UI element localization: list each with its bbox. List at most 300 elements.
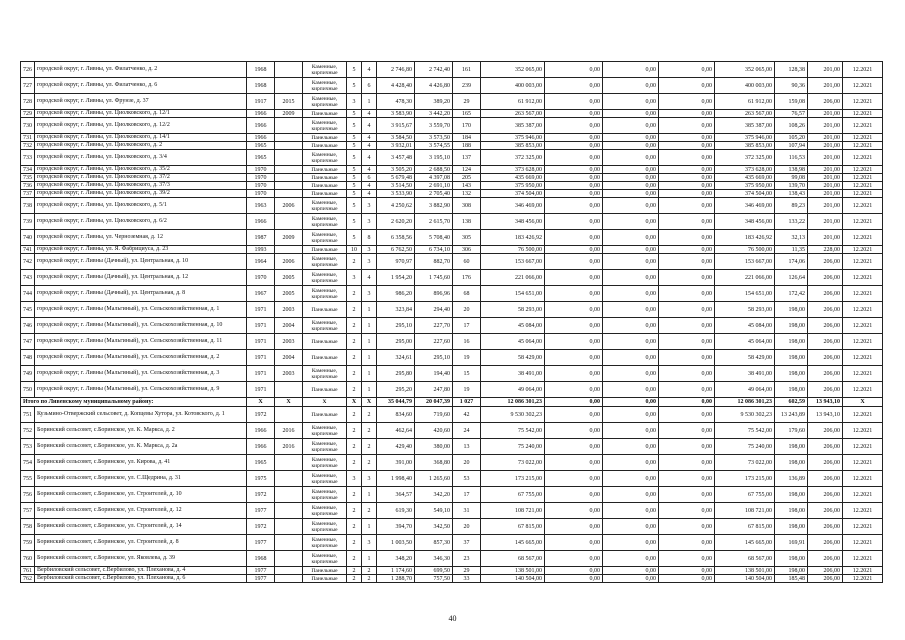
year-repair-cell: 2003	[275, 334, 303, 350]
local-budget-cost-cell: 0,00	[659, 398, 715, 407]
unit-cost-cell: 198,00	[775, 350, 808, 366]
total-area-cell: 1 288,70	[377, 575, 415, 583]
year-built-cell: 1968	[247, 551, 275, 567]
local-budget-cost-cell: 0,00	[659, 166, 715, 174]
total-label-cell: Итого по Ливенскому муниципальному району:	[21, 398, 247, 407]
fund-cost-cell: 0,00	[545, 230, 603, 246]
max-unit-cost-cell: 201,00	[808, 118, 843, 134]
budget-cost-cell: 0,00	[603, 334, 659, 350]
local-budget-cost-cell: 0,00	[659, 455, 715, 471]
wall-material-cell: Каменные, кирпичные	[303, 94, 347, 110]
wall-material-cell: Каменные, кирпичные	[303, 62, 347, 78]
local-budget-cost-cell: 0,00	[659, 439, 715, 455]
residents-cell: 37	[453, 535, 481, 551]
fund-cost-cell: 0,00	[545, 407, 603, 423]
total-area-cell: 1 174,60	[377, 567, 415, 575]
max-unit-cost-cell: 206,00	[808, 382, 843, 398]
living-area-cell: 295,10	[415, 350, 453, 366]
row-number-cell: 733	[21, 150, 35, 166]
year-repair-cell	[275, 62, 303, 78]
row-number-cell: 743	[21, 270, 35, 286]
unit-cost-cell: 126,64	[775, 270, 808, 286]
row-number-cell: 762	[21, 575, 35, 583]
living-area-cell: 857,30	[415, 535, 453, 551]
total-cost-cell: 374 504,00	[481, 190, 545, 198]
local-budget-cost-cell: 0,00	[659, 78, 715, 94]
living-area-cell: 342,50	[415, 519, 453, 535]
row-number-cell: 748	[21, 350, 35, 366]
unit-cost-cell: 139,70	[775, 182, 808, 190]
fund-cost-cell: 0,00	[545, 567, 603, 575]
floors-cell: 2	[347, 439, 362, 455]
page-number: 40	[448, 614, 457, 623]
wall-material-cell: X	[303, 398, 347, 407]
unit-cost-cell: 198,00	[775, 551, 808, 567]
total-area-cell: 3 514,50	[377, 182, 415, 190]
unit-cost-cell: 108,26	[775, 118, 808, 134]
table-row	[21, 471, 883, 487]
total-area-cell: 323,84	[377, 302, 415, 318]
planned-date-cell: 12.2021	[843, 182, 883, 190]
table-row	[21, 166, 883, 174]
living-area-cell: 420,60	[415, 423, 453, 439]
living-area-cell: 1 745,60	[415, 270, 453, 286]
total-cost-cell: 58 429,00	[481, 350, 545, 366]
floors-cell: 2	[347, 366, 362, 382]
wall-material-cell: Панельные	[303, 142, 347, 150]
address-cell: городской округ, г. Ливны (Мальгиный), ул. Сельскохозяйственная, д. 2	[35, 350, 247, 366]
owners-cost-cell: 9 530 302,23	[715, 407, 775, 423]
table-row	[21, 302, 883, 318]
table-row	[21, 78, 883, 94]
residents-cell: 13	[453, 439, 481, 455]
floors-cell: 2	[347, 575, 362, 583]
planned-date-cell: 12.2021	[843, 382, 883, 398]
address-cell: городской округ, г. Ливны (Мальгиный), ул. Сельскохозяйственная, д. 1	[35, 302, 247, 318]
address-cell: Боринский сельсовет, с.Боринское, ул. К. Маркса, д. 2а	[35, 439, 247, 455]
row-number-cell: 744	[21, 286, 35, 302]
entrances-cell: 4	[362, 62, 377, 78]
max-unit-cost-cell: 201,00	[808, 182, 843, 190]
max-unit-cost-cell: 201,00	[808, 230, 843, 246]
year-built-cell: 1977	[247, 535, 275, 551]
floors-cell: 2	[347, 318, 362, 334]
unit-cost-cell: 32,13	[775, 230, 808, 246]
living-area-cell: 2 742,40	[415, 62, 453, 78]
row-number-cell: 729	[21, 110, 35, 118]
year-built-cell: 1971	[247, 350, 275, 366]
fund-cost-cell: 0,00	[545, 182, 603, 190]
budget-cost-cell: 0,00	[603, 94, 659, 110]
total-cost-cell: 263 567,00	[481, 110, 545, 118]
budget-cost-cell: 0,00	[603, 575, 659, 583]
living-area-cell: 5 708,40	[415, 230, 453, 246]
year-built-cell: 1971	[247, 382, 275, 398]
local-budget-cost-cell: 0,00	[659, 551, 715, 567]
budget-cost-cell: 0,00	[603, 519, 659, 535]
table-row	[21, 567, 883, 575]
entrances-cell: 1	[362, 382, 377, 398]
fund-cost-cell: 0,00	[545, 62, 603, 78]
year-built-cell: 1967	[247, 286, 275, 302]
planned-date-cell: 12.2021	[843, 318, 883, 334]
year-built-cell: 1970	[247, 166, 275, 174]
total-cost-cell: 140 504,00	[481, 575, 545, 583]
year-repair-cell: 2004	[275, 318, 303, 334]
year-repair-cell: 2015	[275, 94, 303, 110]
table-body	[21, 62, 883, 583]
row-number-cell: 752	[21, 423, 35, 439]
residents-cell: 20	[453, 302, 481, 318]
floors-cell: X	[347, 398, 362, 407]
address-cell: городской округ, г. Ливны (Мальгиный), ул. Сельскохозяйственная, д. 9	[35, 382, 247, 398]
total-cost-cell: 49 064,00	[481, 382, 545, 398]
table-row	[21, 270, 883, 286]
unit-cost-cell: 169,91	[775, 535, 808, 551]
floors-cell: 2	[347, 567, 362, 575]
total-area-cell: 1 003,50	[377, 535, 415, 551]
address-cell: Боринский сельсовет, с.Боринское, ул. Кирова, д. 41	[35, 455, 247, 471]
table-row	[21, 503, 883, 519]
entrances-cell: 3	[362, 198, 377, 214]
local-budget-cost-cell: 0,00	[659, 230, 715, 246]
total-area-cell: 4 428,40	[377, 78, 415, 94]
unit-cost-cell: 76,57	[775, 110, 808, 118]
wall-material-cell: Каменные, кирпичные	[303, 439, 347, 455]
residents-cell: 20	[453, 519, 481, 535]
address-cell: городской округ, г. Ливны, ул. Филатченко, д. 6	[35, 78, 247, 94]
table-row	[21, 439, 883, 455]
row-number-cell: 728	[21, 94, 35, 110]
year-built-cell: 1971	[247, 366, 275, 382]
planned-date-cell: 12.2021	[843, 110, 883, 118]
table-row	[21, 318, 883, 334]
address-cell: городской округ, г. Ливны, ул. Я. Фабрициуса, д. 23	[35, 246, 247, 254]
total-cost-cell: 9 530 302,23	[481, 407, 545, 423]
wall-material-cell: Панельные	[303, 350, 347, 366]
address-cell: городской округ, г. Ливны, ул. Циолковского, д. 12/2	[35, 118, 247, 134]
residents-cell: 29	[453, 94, 481, 110]
total-cost-cell: 183 426,92	[481, 230, 545, 246]
budget-cost-cell: 0,00	[603, 134, 659, 142]
address-cell: городской округ, г. Ливны, ул. Циолковского, д. 37/3	[35, 182, 247, 190]
address-cell: городской округ, г. Ливны (Дачный), ул. Центральная, д. 10	[35, 254, 247, 270]
entrances-cell: 1	[362, 334, 377, 350]
wall-material-cell: Панельные	[303, 567, 347, 575]
budget-cost-cell: 0,00	[603, 190, 659, 198]
unit-cost-cell: 128,38	[775, 62, 808, 78]
budget-cost-cell: 0,00	[603, 110, 659, 118]
planned-date-cell: 12.2021	[843, 455, 883, 471]
year-repair-cell	[275, 150, 303, 166]
floors-cell: 2	[347, 487, 362, 503]
wall-material-cell: Каменные, кирпичные	[303, 198, 347, 214]
year-built-cell: 1972	[247, 487, 275, 503]
owners-cost-cell: 153 667,00	[715, 254, 775, 270]
wall-material-cell: Каменные, кирпичные	[303, 150, 347, 166]
total-cost-cell: 154 651,00	[481, 286, 545, 302]
residents-cell: 20	[453, 455, 481, 471]
owners-cost-cell: 45 064,00	[715, 334, 775, 350]
owners-cost-cell: 75 542,00	[715, 423, 775, 439]
entrances-cell: 2	[362, 575, 377, 583]
floors-cell: 3	[347, 270, 362, 286]
floors-cell: 5	[347, 118, 362, 134]
row-number-cell: 747	[21, 334, 35, 350]
planned-date-cell: 12.2021	[843, 190, 883, 198]
max-unit-cost-cell: 206,00	[808, 334, 843, 350]
total-cost-cell: 385 853,00	[481, 142, 545, 150]
local-budget-cost-cell: 0,00	[659, 118, 715, 134]
total-area-cell: 429,40	[377, 439, 415, 455]
wall-material-cell: Каменные, кирпичные	[303, 455, 347, 471]
row-number-cell: 746	[21, 318, 35, 334]
residents-cell: 42	[453, 407, 481, 423]
budget-cost-cell: 0,00	[603, 254, 659, 270]
residents-cell: 1 027	[453, 398, 481, 407]
unit-cost-cell: 198,00	[775, 519, 808, 535]
table-row	[21, 94, 883, 110]
residents-cell: 205	[453, 174, 481, 182]
table-row	[21, 198, 883, 214]
table-row	[21, 110, 883, 118]
row-number-cell: 756	[21, 487, 35, 503]
owners-cost-cell: 49 064,00	[715, 382, 775, 398]
local-budget-cost-cell: 0,00	[659, 302, 715, 318]
year-repair-cell: 2004	[275, 350, 303, 366]
wall-material-cell: Каменные, кирпичные	[303, 214, 347, 230]
total-cost-cell: 45 084,00	[481, 318, 545, 334]
unit-cost-cell: 179,60	[775, 423, 808, 439]
local-budget-cost-cell: 0,00	[659, 174, 715, 182]
floors-cell: 5	[347, 62, 362, 78]
wall-material-cell: Панельные	[303, 575, 347, 583]
fund-cost-cell: 0,00	[545, 254, 603, 270]
year-built-cell: 1987	[247, 230, 275, 246]
year-repair-cell	[275, 503, 303, 519]
entrances-cell: 4	[362, 270, 377, 286]
total-area-cell: 986,20	[377, 286, 415, 302]
fund-cost-cell: 0,00	[545, 318, 603, 334]
local-budget-cost-cell: 0,00	[659, 254, 715, 270]
table-row	[21, 366, 883, 382]
residents-cell: 31	[453, 503, 481, 519]
year-built-cell: X	[247, 398, 275, 407]
wall-material-cell: Каменные, кирпичные	[303, 471, 347, 487]
entrances-cell: 3	[362, 254, 377, 270]
residents-cell: 308	[453, 198, 481, 214]
living-area-cell: 3 574,55	[415, 142, 453, 150]
total-cost-cell: 145 665,00	[481, 535, 545, 551]
unit-cost-cell: 185,48	[775, 575, 808, 583]
total-area-cell: 348,20	[377, 551, 415, 567]
residents-cell: 60	[453, 254, 481, 270]
max-unit-cost-cell: 201,00	[808, 78, 843, 94]
entrances-cell: 4	[362, 142, 377, 150]
year-built-cell: 1963	[247, 198, 275, 214]
budget-cost-cell: 0,00	[603, 551, 659, 567]
year-repair-cell	[275, 455, 303, 471]
table-row	[21, 423, 883, 439]
entrances-cell: 4	[362, 134, 377, 142]
total-area-cell: 478,30	[377, 94, 415, 110]
total-area-cell: 970,97	[377, 254, 415, 270]
entrances-cell: 4	[362, 110, 377, 118]
max-unit-cost-cell: 206,00	[808, 254, 843, 270]
total-cost-cell: 385 387,00	[481, 118, 545, 134]
floors-cell: 5	[347, 134, 362, 142]
planned-date-cell: 12.2021	[843, 286, 883, 302]
residents-cell: 16	[453, 334, 481, 350]
address-cell: городской округ, г. Ливны, ул. Циолковского, д. 39/2	[35, 190, 247, 198]
max-unit-cost-cell: 206,00	[808, 519, 843, 535]
year-repair-cell	[275, 142, 303, 150]
year-built-cell: 1977	[247, 575, 275, 583]
owners-cost-cell: 73 022,00	[715, 455, 775, 471]
budget-cost-cell: 0,00	[603, 214, 659, 230]
planned-date-cell: 12.2021	[843, 535, 883, 551]
floors-cell: 2	[347, 503, 362, 519]
entrances-cell: 1	[362, 551, 377, 567]
address-cell: Вербиловский сельсовет, с.Вербилово, ул. Плеханова, д. 4	[35, 567, 247, 575]
max-unit-cost-cell: 206,00	[808, 575, 843, 583]
entrances-cell: 8	[362, 230, 377, 246]
entrances-cell: 4	[362, 150, 377, 166]
living-area-cell: 699,50	[415, 567, 453, 575]
total-area-cell: 1 998,40	[377, 471, 415, 487]
floors-cell: 5	[347, 142, 362, 150]
owners-cost-cell: 221 066,00	[715, 270, 775, 286]
total-cost-cell: 375 946,00	[481, 134, 545, 142]
residents-cell: 176	[453, 270, 481, 286]
fund-cost-cell: 0,00	[545, 575, 603, 583]
local-budget-cost-cell: 0,00	[659, 110, 715, 118]
unit-cost-cell: 198,00	[775, 302, 808, 318]
floors-cell: 2	[347, 302, 362, 318]
year-built-cell: 1972	[247, 519, 275, 535]
entrances-cell: 4	[362, 166, 377, 174]
address-cell: городской округ, г. Ливны (Дачный), ул. Центральная, д. 12	[35, 270, 247, 286]
entrances-cell: 6	[362, 78, 377, 94]
year-built-cell: 1917	[247, 94, 275, 110]
total-area-cell: 394,70	[377, 519, 415, 535]
year-repair-cell	[275, 182, 303, 190]
local-budget-cost-cell: 0,00	[659, 382, 715, 398]
floors-cell: 5	[347, 174, 362, 182]
row-number-cell: 731	[21, 134, 35, 142]
wall-material-cell: Каменные, кирпичные	[303, 270, 347, 286]
residents-cell: 305	[453, 230, 481, 246]
total-area-cell: 3 584,50	[377, 134, 415, 142]
unit-cost-cell: 136,89	[775, 471, 808, 487]
owners-cost-cell: 75 240,00	[715, 439, 775, 455]
owners-cost-cell: 375 946,00	[715, 134, 775, 142]
address-cell: городской округ, г. Ливны, ул. Циолковского, д. 3/4	[35, 150, 247, 166]
fund-cost-cell: 0,00	[545, 471, 603, 487]
unit-cost-cell: 602,59	[775, 398, 808, 407]
living-area-cell: 342,20	[415, 487, 453, 503]
total-area-cell: 834,60	[377, 407, 415, 423]
address-cell: городской округ, г. Ливны (Дачный), ул. Центральная, д. 8	[35, 286, 247, 302]
floors-cell: 2	[347, 286, 362, 302]
total-cost-cell: 372 325,00	[481, 150, 545, 166]
address-cell: городской округ, г. Ливны, ул. Циолковского, д. 2	[35, 142, 247, 150]
fund-cost-cell: 0,00	[545, 198, 603, 214]
entrances-cell: 4	[362, 190, 377, 198]
owners-cost-cell: 372 325,00	[715, 150, 775, 166]
total-area-cell: 295,20	[377, 382, 415, 398]
entrances-cell: 2	[362, 567, 377, 575]
year-built-cell: 1971	[247, 334, 275, 350]
max-unit-cost-cell: 206,00	[808, 94, 843, 110]
fund-cost-cell: 0,00	[545, 519, 603, 535]
local-budget-cost-cell: 0,00	[659, 286, 715, 302]
total-area-cell: 2 746,80	[377, 62, 415, 78]
year-built-cell: 1966	[247, 118, 275, 134]
living-area-cell: 20 047,39	[415, 398, 453, 407]
year-repair-cell	[275, 118, 303, 134]
planned-date-cell: 12.2021	[843, 198, 883, 214]
max-unit-cost-cell: 206,00	[808, 567, 843, 575]
total-cost-cell: 435 669,00	[481, 174, 545, 182]
planned-date-cell: 12.2021	[843, 174, 883, 182]
wall-material-cell: Панельные	[303, 134, 347, 142]
max-unit-cost-cell: 206,00	[808, 535, 843, 551]
unit-cost-cell: 174,06	[775, 254, 808, 270]
residents-cell: 306	[453, 246, 481, 254]
address-cell: городской округ, г. Ливны, ул. Циолковского, д. 37/2	[35, 174, 247, 182]
year-built-cell: 1964	[247, 254, 275, 270]
year-repair-cell: 2005	[275, 270, 303, 286]
planned-date-cell: 12.2021	[843, 246, 883, 254]
year-repair-cell	[275, 407, 303, 423]
address-cell: городской округ, г. Ливны (Мальгиный), ул. Сельскохозяйственная, д. 10	[35, 318, 247, 334]
total-area-cell: 364,57	[377, 487, 415, 503]
living-area-cell: 346,30	[415, 551, 453, 567]
address-cell: городской округ, г. Ливны (Мальгиный), ул. Сельскохозяйственная, д. 3	[35, 366, 247, 382]
owners-cost-cell: 61 912,00	[715, 94, 775, 110]
planned-date-cell: 12.2021	[843, 575, 883, 583]
address-cell: городской округ, г. Ливны, ул. Циолковского, д. 35/2	[35, 166, 247, 174]
unit-cost-cell: 99,08	[775, 174, 808, 182]
entrances-cell: 4	[362, 182, 377, 190]
floors-cell: 5	[347, 150, 362, 166]
year-built-cell: 1966	[247, 134, 275, 142]
fund-cost-cell: 0,00	[545, 190, 603, 198]
residents-cell: 239	[453, 78, 481, 94]
living-area-cell: 194,40	[415, 366, 453, 382]
entrances-cell: 1	[362, 487, 377, 503]
max-unit-cost-cell: 201,00	[808, 190, 843, 198]
living-area-cell: 3 195,10	[415, 150, 453, 166]
row-number-cell: 754	[21, 455, 35, 471]
planned-date-cell: 12.2021	[843, 334, 883, 350]
planned-date-cell: 12.2021	[843, 407, 883, 423]
row-number-cell: 727	[21, 78, 35, 94]
year-built-cell: 1993	[247, 246, 275, 254]
total-cost-cell: 61 912,00	[481, 94, 545, 110]
row-number-cell: 745	[21, 302, 35, 318]
local-budget-cost-cell: 0,00	[659, 567, 715, 575]
fund-cost-cell: 0,00	[545, 334, 603, 350]
budget-cost-cell: 0,00	[603, 78, 659, 94]
owners-cost-cell: 145 665,00	[715, 535, 775, 551]
row-number-cell: 758	[21, 519, 35, 535]
fund-cost-cell: 0,00	[545, 302, 603, 318]
residents-cell: 161	[453, 62, 481, 78]
owners-cost-cell: 375 950,00	[715, 182, 775, 190]
unit-cost-cell: 198,00	[775, 334, 808, 350]
